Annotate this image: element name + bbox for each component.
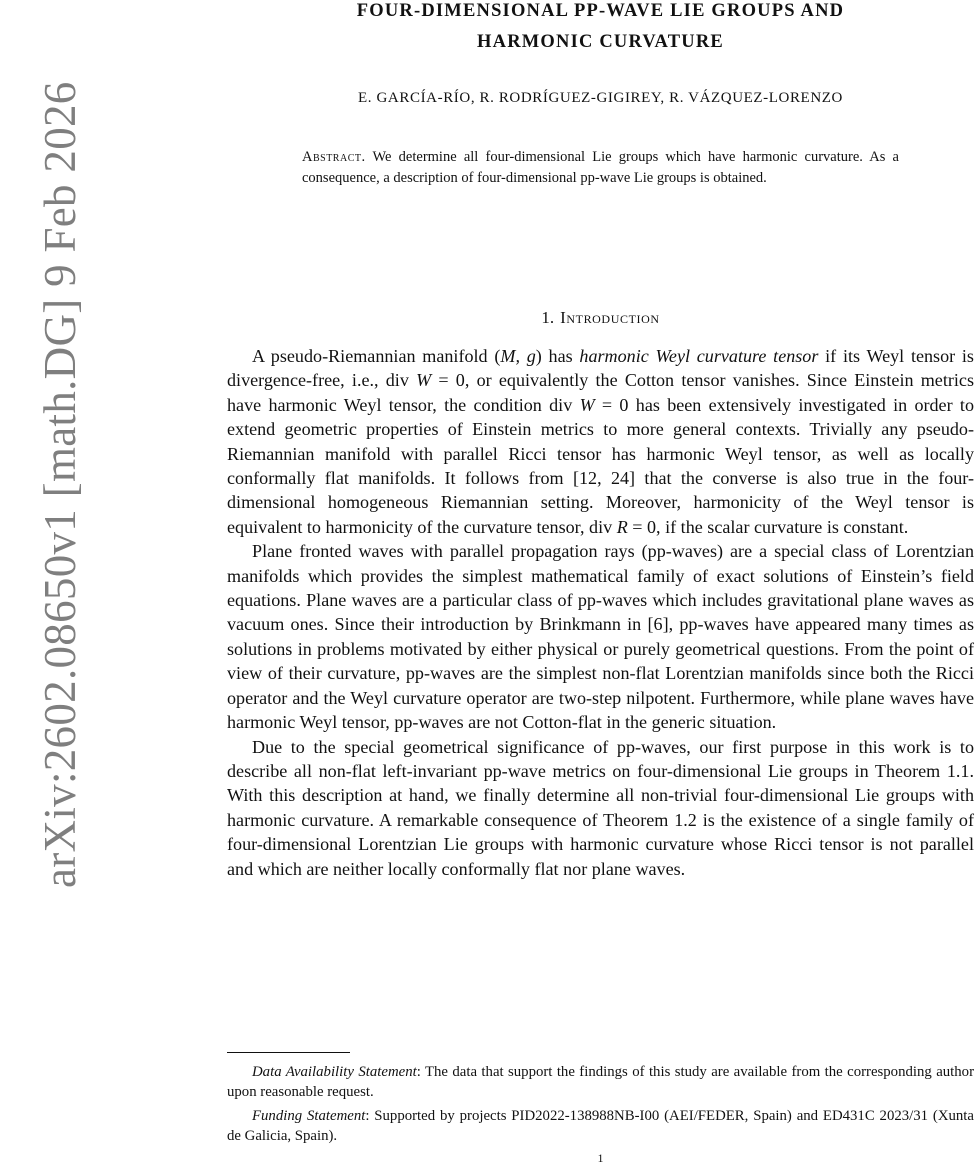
paragraph-2: Plane fronted waves with parallel propagation rays (pp-waves) are a special class of Lorentzian manifolds which provides the simplest mathematical family of exact solutions of Einstein’s field equations. Plane waves are a particular class of pp-waves which includes gravitational plane waves as vacuum ones. Since their introduction by Brinkmann in [6], pp-waves have appeared many times as solutions in problems motivated by either physical or purely geometrical questions. From the point of view of their curvature, pp-waves are the simplest non-flat Lorentzian manifolds since both the Ricci operator and the Weyl curvature operator are two-step nilpotent. Furthermore, while plane waves have harmonic Weyl tensor, pp-waves are not Cotton-flat in the generic situation. (227, 541, 974, 733)
p1-text-a: A pseudo-Riemannian manifold ( (252, 346, 501, 366)
funding-text: : Supported by projects PID2022-138988NB-I00 (AEI/FEDER, Spain) and ED431C 2023/31 (Xunta de Galicia, Spain). (227, 1108, 974, 1144)
abstract (302, 147, 899, 189)
p1-text-i: = 0 has been extensively investigated in order to extend geometric properties of Einstein metrics to more general contexts. Trivially any pseudo-Riemannian manifold with parallel Ricci tensor has harmonic Weyl tensor, as well as locally conformally flat manifolds. It follows from [12, 24] that the converse is also true in the four-dimensional homogeneous Riemannian setting. Moreover, harmonicity of the Weyl tensor is equivalent to harmonicity of the curvature tensor, div (227, 394, 974, 537)
math-w-2: W (579, 394, 595, 415)
abstract-heading: Abstract. (302, 149, 366, 165)
abstract-text: We determine all four-dimensional Lie groups which have harmonic curvature. As a consequence, a description of four-dimensional pp-wave Lie groups is obtained. (302, 149, 899, 186)
page-number: 1 (597, 1151, 604, 1165)
title-line-2: HARMONIC CURVATURE (477, 32, 724, 52)
p1-text-k: = 0, if the scalar curvature is constant. (627, 516, 909, 537)
p1-text-g: = 0, or equivalently the Cotton tensor vanishes. Since Einstein metrics have harmonic Weyl tensor, the condition div (227, 370, 974, 415)
footnotes (227, 1062, 974, 1150)
paper-title (228, 0, 973, 58)
paragraph-1 (227, 344, 974, 539)
funding-label: Funding Statement (252, 1108, 366, 1124)
section-number: 1. (541, 308, 555, 327)
footnote-rule (227, 1052, 350, 1053)
math-w-1: W (416, 370, 432, 391)
math-mg: M, g (500, 346, 536, 366)
p1-text-c: ) has (535, 346, 580, 366)
arxiv-identifier: arXiv:2602.08650v1 [math.DG] 9 Feb 2026 (35, 81, 85, 888)
data-availability-label: Data Availability Statement (252, 1064, 417, 1080)
p1-text-e: if its Weyl tensor is divergence-free, i.e., div (227, 346, 974, 391)
data-availability-text: : The data that support the findings of this study are available from the corresponding author upon reasonable request. (227, 1064, 974, 1100)
introduction-body (227, 344, 974, 881)
footnote-funding (227, 1106, 974, 1146)
math-r: R (616, 516, 628, 537)
arxiv-sidebar (0, 0, 85, 1165)
section-title: Introduction (560, 308, 660, 327)
author-list: E. GARCÍA-RÍO, R. RODRÍGUEZ-GIGIREY, R. VÁZQUEZ-LORENZO (358, 90, 843, 106)
footnote-data-availability (227, 1062, 974, 1102)
title-line-1: FOUR-DIMENSIONAL PP-WAVE LIE GROUPS AND (356, 1, 845, 21)
section-heading (228, 308, 973, 328)
paragraph-3: Due to the special geometrical significance of pp-waves, our first purpose in this work is to describe all non-flat left-invariant pp-wave metrics on four-dimensional Lie groups in Theorem 1.1. With this description at hand, we finally determine all non-trivial four-dimensional Lie groups with harmonic curvature. A remarkable consequence of Theorem 1.2 is the existence of a single family of four-dimensional Lorentzian Lie groups with harmonic curvature whose Ricci tensor is not parallel and which are neither locally conformally flat nor plane waves. (227, 736, 974, 879)
emphasis-harmonic-weyl: harmonic Weyl curvature tensor (579, 346, 819, 366)
